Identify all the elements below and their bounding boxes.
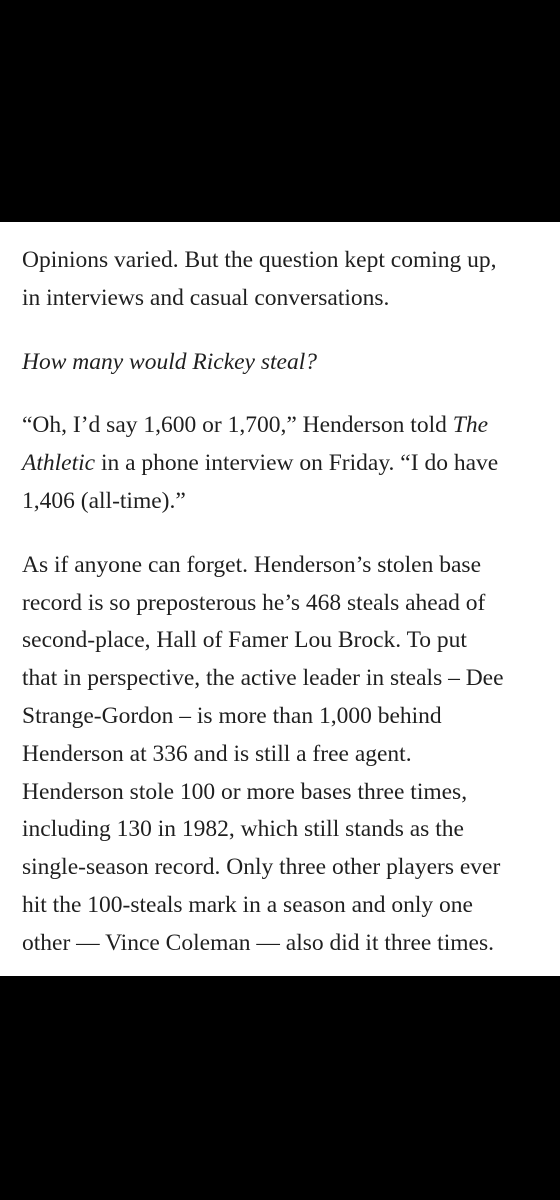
- paragraph-stolen-base-record: [22, 547, 538, 963]
- text-line: hit the 100-steals mark in a season and only one: [22, 891, 473, 918]
- text-line: [22, 407, 538, 445]
- publication-name-part2: Athletic: [22, 450, 96, 477]
- paragraph-opinions: [22, 242, 538, 318]
- quote-text: “Oh, I’d say 1,600 or 1,700,” Henderson told: [22, 412, 453, 439]
- text-line: second-place, Hall of Famer Lou Brock. To put: [22, 627, 467, 654]
- text-line: other — Vince Coleman — also did it three times.: [22, 929, 494, 956]
- text-line: in interviews and casual conversations.: [22, 284, 390, 311]
- bottom-black-band: [0, 976, 560, 1200]
- text-line: 1,406 (all-time).”: [22, 487, 186, 514]
- text-line: record is so preposterous he’s 468 steals ahead of: [22, 589, 486, 616]
- text-line: single-season record. Only three other players ever: [22, 854, 501, 881]
- paragraph-quote: [22, 407, 538, 520]
- text-line: that in perspective, the active leader in steals – Dee: [22, 665, 504, 692]
- text-line: As if anyone can forget. Henderson’s stolen base: [22, 551, 481, 578]
- publication-name-part1: The: [452, 412, 488, 439]
- text-line: including 130 in 1982, which still stands as the: [22, 816, 464, 843]
- quote-text: in a phone interview on Friday. “I do have: [95, 450, 499, 477]
- paragraph-question: [22, 344, 538, 382]
- top-black-band: [0, 0, 560, 222]
- question-text: How many would Rickey steal?: [22, 348, 317, 375]
- text-line: Henderson at 336 and is still a free agent.: [22, 740, 412, 767]
- text-line: Opinions varied. But the question kept coming up,: [22, 247, 497, 273]
- text-line: Strange-Gordon – is more than 1,000 behind: [22, 702, 442, 729]
- text-line: Henderson stole 100 or more bases three times,: [22, 778, 468, 805]
- text-line: [22, 445, 538, 483]
- article-content: [0, 222, 560, 976]
